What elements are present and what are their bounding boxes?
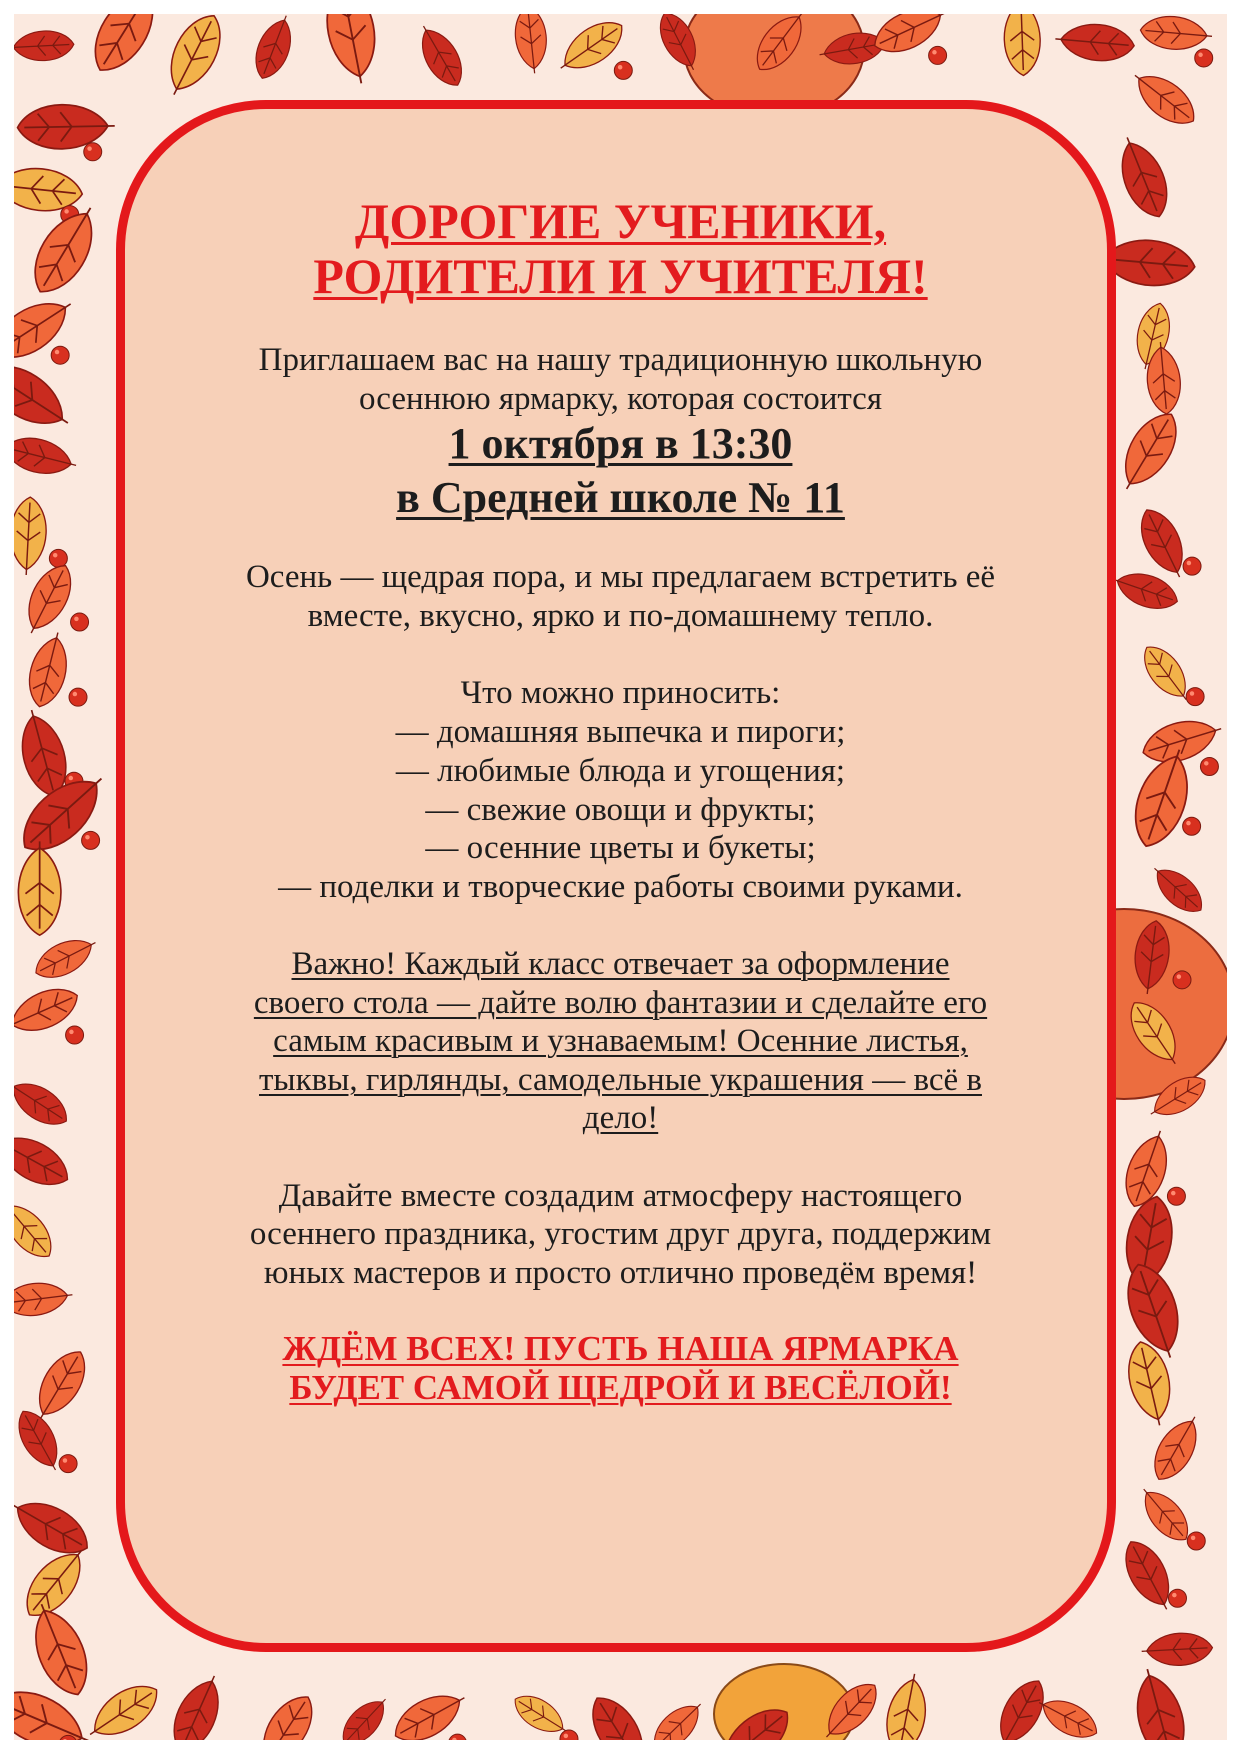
intro-line-2: осеннюю ярмарку, которая состоится: [358, 381, 883, 417]
leaf-icon: [156, 14, 232, 104]
final-line-2: БУДЕТ САМОЙ ЩЕДРОЙ И ВЕСЁЛОЙ!: [289, 1368, 952, 1407]
leaf-icon: [14, 1679, 97, 1740]
leaf-icon: [881, 1670, 933, 1740]
bring-item: — поделки и творческие работы своими руками.: [278, 869, 963, 905]
closing-line-1: Давайте вместе создадим атмосферу настоящего: [278, 1178, 963, 1214]
intro-line-1: Приглашаем вас на нашу традиционную школьную: [258, 342, 983, 378]
berry-icon: [560, 1730, 578, 1740]
leaf-icon: [410, 18, 471, 93]
berry-highlight: [1198, 53, 1203, 58]
bring-item: — осенние цветы и букеты;: [425, 830, 816, 866]
leaf-icon: [387, 1682, 473, 1740]
berry-highlight: [932, 50, 937, 55]
bring-item: — свежие овощи и фрукты;: [425, 792, 816, 828]
leaf-icon: [17, 104, 115, 150]
leaf-icon: [1125, 62, 1204, 134]
leaf-icon: [164, 1668, 232, 1740]
autumn-text-line-2: вместе, вкусно, ярко и по-домашнему тепло.: [307, 598, 934, 634]
event-place: в Средней школе № 11: [396, 473, 845, 522]
closing-line-2: осеннего праздника, угостим друг друга, поддержим: [249, 1216, 992, 1252]
important-line-5: дело!: [582, 1100, 659, 1136]
heading-line-2: РОДИТЕЛИ И УЧИТЕЛЯ!: [313, 248, 928, 304]
berry-highlight: [63, 1458, 68, 1463]
berry-icon: [929, 46, 947, 64]
leaf-icon: [248, 14, 300, 84]
leaf-icon: [15, 1539, 96, 1627]
berry-highlight: [1191, 1536, 1196, 1541]
leaf-icon: [581, 1688, 658, 1740]
leaf-icon: [14, 1488, 97, 1565]
berry-icon: [84, 143, 102, 161]
berry-highlight: [1172, 1593, 1177, 1598]
berry-icon: [1187, 1532, 1205, 1550]
bring-item: — любимые блюда и угощения;: [395, 753, 846, 789]
leaf-icon: [248, 1687, 323, 1740]
important-line-4: тыквы, гирлянды, самодельные украшения — всё в: [259, 1062, 982, 1098]
berry-icon: [59, 1455, 77, 1473]
heading-line-1: ДОРОГИЕ УЧЕНИКИ,: [354, 193, 887, 249]
leaf-icon: [1054, 21, 1136, 64]
bring-item: — домашняя выпечка и пироги;: [395, 714, 846, 750]
berry-icon: [614, 61, 632, 79]
leaf-icon: [645, 1694, 710, 1740]
bring-title: Что можно приносить:: [460, 675, 781, 711]
important-line-3: самым красивым и узнаваемым! Осенние листья,: [273, 1023, 968, 1059]
leaf-icon: [320, 14, 384, 88]
leaf-icon: [1141, 1632, 1213, 1668]
leaf-icon: [512, 14, 550, 75]
event-date-time: 1 октября в 13:30: [448, 419, 793, 468]
berry-highlight: [618, 65, 623, 70]
important-line-2: своего стола — дайте волю фантазии и сделайте его: [253, 985, 988, 1021]
closing-line-3: юных мастеров и просто отлично проведём время!: [263, 1255, 978, 1291]
final-line-1: ЖДЁМ ВСЕХ! ПУСТЬ НАША ЯРМАРКА: [282, 1329, 959, 1368]
berry-icon: [1195, 49, 1213, 67]
autumn-text-line-1: Осень — щедрая пора, и мы предлагаем встретить её: [245, 559, 996, 595]
leaf-icon: [1126, 1664, 1192, 1740]
leaf-icon: [81, 14, 171, 82]
berry-icon: [449, 1734, 467, 1740]
leaf-icon: [1003, 14, 1042, 76]
berry-icon: [1168, 1589, 1186, 1607]
berry-highlight: [87, 146, 92, 151]
leaf-icon: [80, 1675, 167, 1740]
leaf-icon: [334, 1690, 395, 1740]
leaf-icon: [1139, 14, 1213, 53]
important-line-1: Важно! Каждый класс отвечает за оформление: [291, 946, 950, 982]
berry-highlight: [564, 1734, 569, 1739]
leaf-icon: [14, 29, 75, 62]
leaf-icon: [1145, 1409, 1209, 1488]
